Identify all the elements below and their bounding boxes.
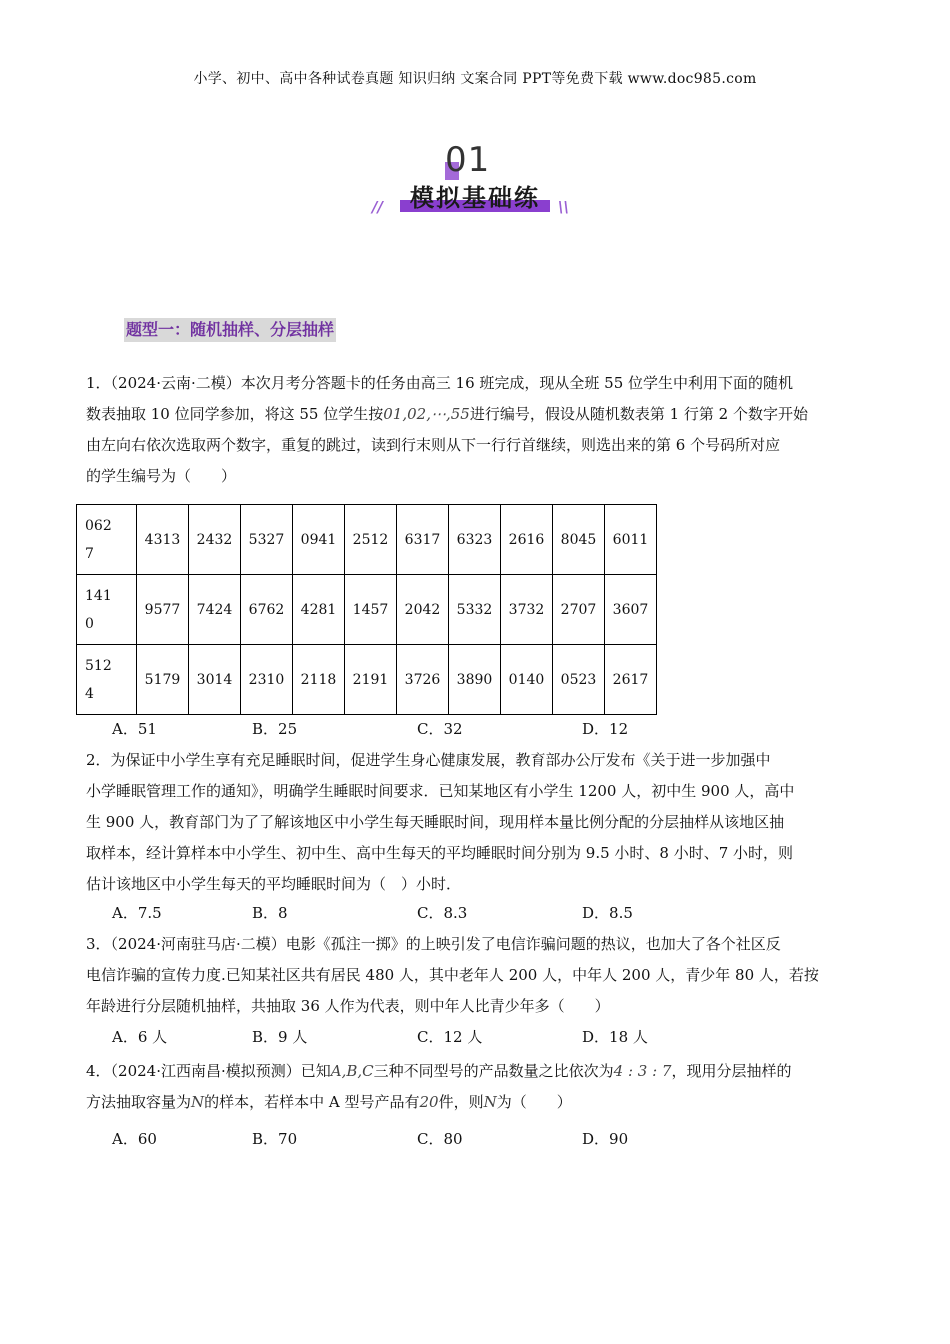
q4-option-a[interactable]: A．60 xyxy=(112,1130,157,1148)
table-cell-first: 141 0 xyxy=(77,575,137,645)
q4-options xyxy=(112,1128,812,1150)
question-1 xyxy=(86,368,866,492)
question-2 xyxy=(86,745,866,900)
table-cell: 3732 xyxy=(501,575,553,645)
table-cell-first: 062 7 xyxy=(77,505,137,575)
q3-option-b[interactable]: B．9 人 xyxy=(252,1028,308,1046)
q4-math-abc: A,B,C xyxy=(330,1062,374,1080)
section-banner xyxy=(370,140,580,220)
table-cell: 2191 xyxy=(345,645,397,715)
q2-option-a[interactable]: A．7.5 xyxy=(112,904,162,922)
table-cell: 2118 xyxy=(293,645,345,715)
banner-number: 01 xyxy=(445,140,491,180)
q4-line-1: 4．（2024·江西南昌·模拟预测）已知A,B,C三种不同型号的产品数量之比依次为4 : 3 : 7，现用分层抽样的 xyxy=(86,1062,792,1080)
q1-line-3: 由左向右依次选取两个数字，重复的跳过，读到行末则从下一行行首继续，则选出来的第 6 个号码所对应 xyxy=(86,436,781,454)
table-cell: 3726 xyxy=(397,645,449,715)
random-number-table xyxy=(76,504,657,715)
q3-line-1: 3．（2024·河南驻马店·二模）电影《孤注一掷》的上映引发了电信诈骗问题的热议，也加大了各个社区反 xyxy=(86,935,781,953)
q4-option-c[interactable]: C．80 xyxy=(417,1130,463,1148)
q1-math-range: 01,02,⋯,55 xyxy=(383,405,470,423)
q1-line-4: 的学生编号为（ ） xyxy=(86,467,237,485)
table-cell: 0941 xyxy=(293,505,345,575)
table-cell: 5327 xyxy=(241,505,293,575)
table-cell: 5179 xyxy=(137,645,189,715)
table-cell: 2512 xyxy=(345,505,397,575)
q3-line-2: 电信诈骗的宣传力度.已知某社区共有居民 480 人，其中老年人 200 人，中年人 200 人，青少年 80 人，若按 xyxy=(86,966,819,984)
table-cell-first: 512 4 xyxy=(77,645,137,715)
q1-option-b[interactable]: B．25 xyxy=(252,720,298,738)
q1-line-2: 数表抽取 10 位同学参加，将这 55 位学生按01,02,⋯,55进行编号，假设从随机数表第 1 行第 2 个数字开始 xyxy=(86,405,808,423)
q4-option-d[interactable]: D．90 xyxy=(582,1130,629,1148)
table-cell: 3607 xyxy=(605,575,657,645)
q2-option-b[interactable]: B．8 xyxy=(252,904,288,922)
table-row xyxy=(77,645,657,715)
question-3 xyxy=(86,929,866,1022)
q2-line-1: 2．为保证中小学生享有充足睡眠时间，促进学生身心健康发展，教育部办公厅发布《关于进一步加强中 xyxy=(86,751,771,769)
q1-option-c[interactable]: C．32 xyxy=(417,720,463,738)
q4-math-n2: N xyxy=(483,1093,497,1111)
q4-line-2: 方法抽取容量为N的样本，若样本中 A 型号产品有20件，则N为（ ） xyxy=(86,1093,572,1111)
q1-line-1: 1．（2024·云南·二模）本次月考分答题卡的任务由高三 16 班完成，现从全班 55 位学生中利用下面的随机 xyxy=(86,374,794,392)
table-cell: 6317 xyxy=(397,505,449,575)
table-cell: 1457 xyxy=(345,575,397,645)
table-cell: 6323 xyxy=(449,505,501,575)
table-cell: 0523 xyxy=(553,645,605,715)
table-cell: 4313 xyxy=(137,505,189,575)
q4-math-n: N xyxy=(191,1093,205,1111)
q4-math-ratio: 4 : 3 : 7 xyxy=(613,1062,672,1080)
q2-line-5: 估计该地区中小学生每天的平均睡眠时间为（ ）小时． xyxy=(86,875,462,893)
table-cell: 2616 xyxy=(501,505,553,575)
table-cell: 3890 xyxy=(449,645,501,715)
table-cell: 7424 xyxy=(189,575,241,645)
q2-options xyxy=(112,902,812,924)
site-header: 小学、初中、高中各种试卷真题 知识归纳 文案合同 PPT等免费下载 www.doc985.com xyxy=(193,71,757,87)
table-cell: 5332 xyxy=(449,575,501,645)
table-cell: 2617 xyxy=(605,645,657,715)
q2-line-3: 生 900 人，教育部门为了了解该地区中小学生每天睡眠时间，现用样本量比例分配的分层抽样从该地区抽 xyxy=(86,813,785,831)
table-cell: 2707 xyxy=(553,575,605,645)
table-cell: 6762 xyxy=(241,575,293,645)
q4-math-20: 20 xyxy=(419,1093,439,1111)
table-row xyxy=(77,505,657,575)
q3-option-d[interactable]: D．18 人 xyxy=(582,1028,648,1046)
table-cell: 4281 xyxy=(293,575,345,645)
banner-title: 模拟基础练 xyxy=(410,184,540,212)
table-cell: 6011 xyxy=(605,505,657,575)
table-cell: 3014 xyxy=(189,645,241,715)
table-cell: 8045 xyxy=(553,505,605,575)
q4-option-b[interactable]: B．70 xyxy=(252,1130,298,1148)
q3-line-3: 年龄进行分层随机抽样，共抽取 36 人作为代表，则中年人比青少年多（ ） xyxy=(86,997,610,1015)
q3-options xyxy=(112,1026,812,1048)
question-4 xyxy=(86,1056,866,1118)
table-cell: 0140 xyxy=(501,645,553,715)
section-heading: 题型一：随机抽样、分层抽样 xyxy=(124,318,336,342)
table-cell: 2042 xyxy=(397,575,449,645)
q1-option-a[interactable]: A．51 xyxy=(112,720,157,738)
q2-line-4: 取样本，经计算样本中小学生、初中生、高中生每天的平均睡眠时间分别为 9.5 小时、8 小时、7 小时，则 xyxy=(86,844,794,862)
q3-option-c[interactable]: C．12 人 xyxy=(417,1028,483,1046)
q1-option-d[interactable]: D．12 xyxy=(582,720,629,738)
q3-option-a[interactable]: A．6 人 xyxy=(112,1028,168,1046)
slash-right-decoration: \\ xyxy=(558,198,569,216)
q2-option-d[interactable]: D．8.5 xyxy=(582,904,633,922)
table-cell: 2432 xyxy=(189,505,241,575)
table-cell: 2310 xyxy=(241,645,293,715)
table-cell: 9577 xyxy=(137,575,189,645)
q1-options xyxy=(112,718,812,740)
q2-line-2: 小学睡眠管理工作的通知》，明确学生睡眠时间要求．已知某地区有小学生 1200 人，初中生 900 人，高中 xyxy=(86,782,795,800)
q2-option-c[interactable]: C．8.3 xyxy=(417,904,468,922)
table-row xyxy=(77,575,657,645)
slash-left-decoration: // xyxy=(372,198,383,216)
